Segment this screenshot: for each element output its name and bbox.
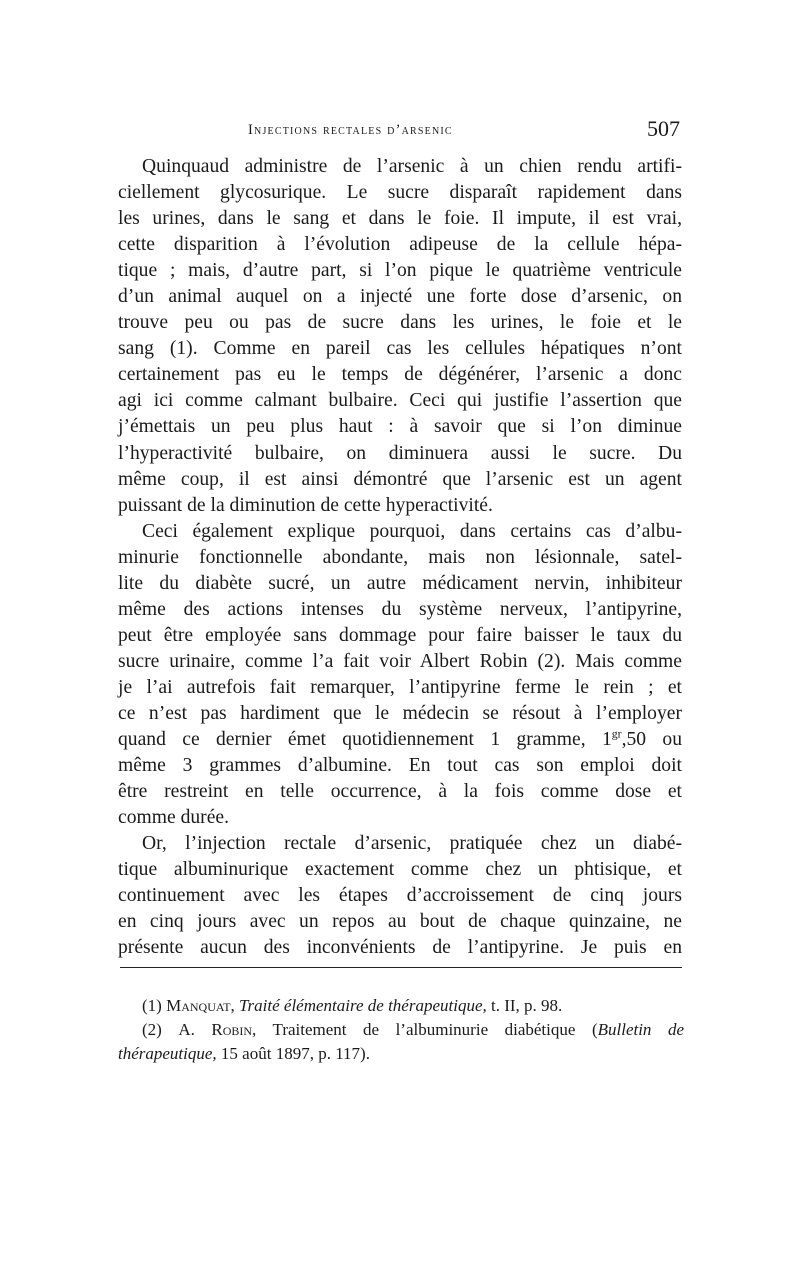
text-line: agi ici comme calmant bulbaire. Ceci qui justifie l’assertion que <box>118 390 682 412</box>
footnote-journal: thérapeutique, <box>118 1044 217 1063</box>
text-line <box>118 1018 684 1042</box>
text-line: peut être employée sans dommage pour faire baisser le taux du <box>118 624 682 646</box>
paragraph-3 <box>118 831 682 961</box>
paragraph-2 <box>118 519 682 832</box>
text-segment: quand ce dernier émet quotidiennement 1 gramme, 1 <box>118 729 612 751</box>
footnote-1 <box>118 994 684 1018</box>
text-line: trouve peu ou pas de sucre dans les urines, le foie et le <box>118 312 682 334</box>
text-line: être restreint en telle occurrence, à la fois comme dose et <box>118 781 682 803</box>
footnote-number: (1) <box>142 996 162 1015</box>
footnote-ref: 15 août 1897, p. 117). <box>220 1044 370 1063</box>
text-line: je l’ai autrefois fait remarquer, l’antipyrine ferme le rein ; et <box>118 676 682 698</box>
text-line: Ceci également explique pourquoi, dans certains cas d’albu- <box>142 520 682 542</box>
footnote-number: (2) <box>142 1020 162 1039</box>
text-line: comme durée. <box>118 807 229 829</box>
text-line: lite du diabète sucré, un autre médicament nervin, inhibiteur <box>118 572 682 594</box>
body-text <box>118 154 682 961</box>
text-line: ce n’est pas hardiment que le médecin se résout à l’employer <box>118 702 682 724</box>
text-line: même 3 grammes d’albumine. En tout cas son emploi doit <box>118 755 682 777</box>
text-line: l’hyperactivité bulbaire, on diminuera aussi le sucre. Du <box>118 442 682 464</box>
footnote-ref: t. II, p. 98. <box>491 996 563 1015</box>
running-header <box>118 118 680 148</box>
paragraph-1 <box>118 154 682 519</box>
text-line: ciellement glycosurique. Le sucre disparaît rapidement dans <box>118 182 682 204</box>
text-line: sucre urinaire, comme l’a fait voir Albert Robin (2). Mais comme <box>118 650 682 672</box>
text-line: minurie fonctionnelle abondante, mais non lésionnale, satel- <box>118 546 682 568</box>
text-line: d’un animal auquel on a injecté une forte dose d’arsenic, on <box>118 286 682 308</box>
footnote-text: Traitement de l’albuminurie diabétique ( <box>272 1020 598 1039</box>
footnote-author: Manquat, <box>166 996 235 1015</box>
text-line: cette disparition à l’évolution adipeuse de la cellule hépa- <box>118 234 682 256</box>
text-line: en cinq jours avec un repos au bout de chaque quinzaine, ne <box>118 911 682 933</box>
text-line: Quinquaud administre de l’arsenic à un chien rendu artifi- <box>142 156 682 177</box>
footnote-journal: Bulletin de <box>597 1020 684 1039</box>
text-line: tique albuminurique exactement comme chez un phtisique, et <box>118 859 682 881</box>
text-line: certainement pas eu le temps de dégénérer, l’arsenic a donc <box>118 364 682 386</box>
text-segment: ,50 ou <box>621 729 683 751</box>
text-line: les urines, dans le sang et dans le foie. Il impute, il est vrai, <box>118 208 682 230</box>
running-title: Injections rectales d’arsenic <box>248 122 453 138</box>
text-line <box>118 1042 684 1066</box>
text-line: j’émettais un peu plus haut : à savoir que si l’on diminue <box>118 416 682 438</box>
footnote-author: A. Robin, <box>178 1020 257 1039</box>
footnote-title: Traité élémentaire de thérapeutique, <box>239 996 487 1015</box>
footnotes <box>118 994 684 1066</box>
text-line <box>118 727 682 753</box>
text-line: continuement avec les étapes d’accroissement de cinq jours <box>118 885 682 907</box>
text-line: puissant de la diminution de cette hyperactivité. <box>118 494 493 516</box>
unit-superscript: gr <box>611 727 622 741</box>
text-line: tique ; mais, d’autre part, si l’on pique le quatrième ventricule <box>118 260 682 282</box>
footnote-2 <box>118 1018 684 1066</box>
footnote-rule <box>120 967 682 968</box>
text-line: sang (1). Comme en pareil cas les cellules hépatiques n’ont <box>118 338 682 360</box>
text-line: présente aucun des inconvénients de l’antipyrine. Je puis en <box>118 937 682 959</box>
page-number: 507 <box>647 116 680 141</box>
text-line: même des actions intenses du système nerveux, l’antipyrine, <box>118 598 682 620</box>
text-line: Or, l’injection rectale d’arsenic, pratiquée chez un diabé- <box>142 833 682 855</box>
text-line: même coup, il est ainsi démontré que l’arsenic est un agent <box>118 468 682 490</box>
text-line <box>118 994 684 1018</box>
